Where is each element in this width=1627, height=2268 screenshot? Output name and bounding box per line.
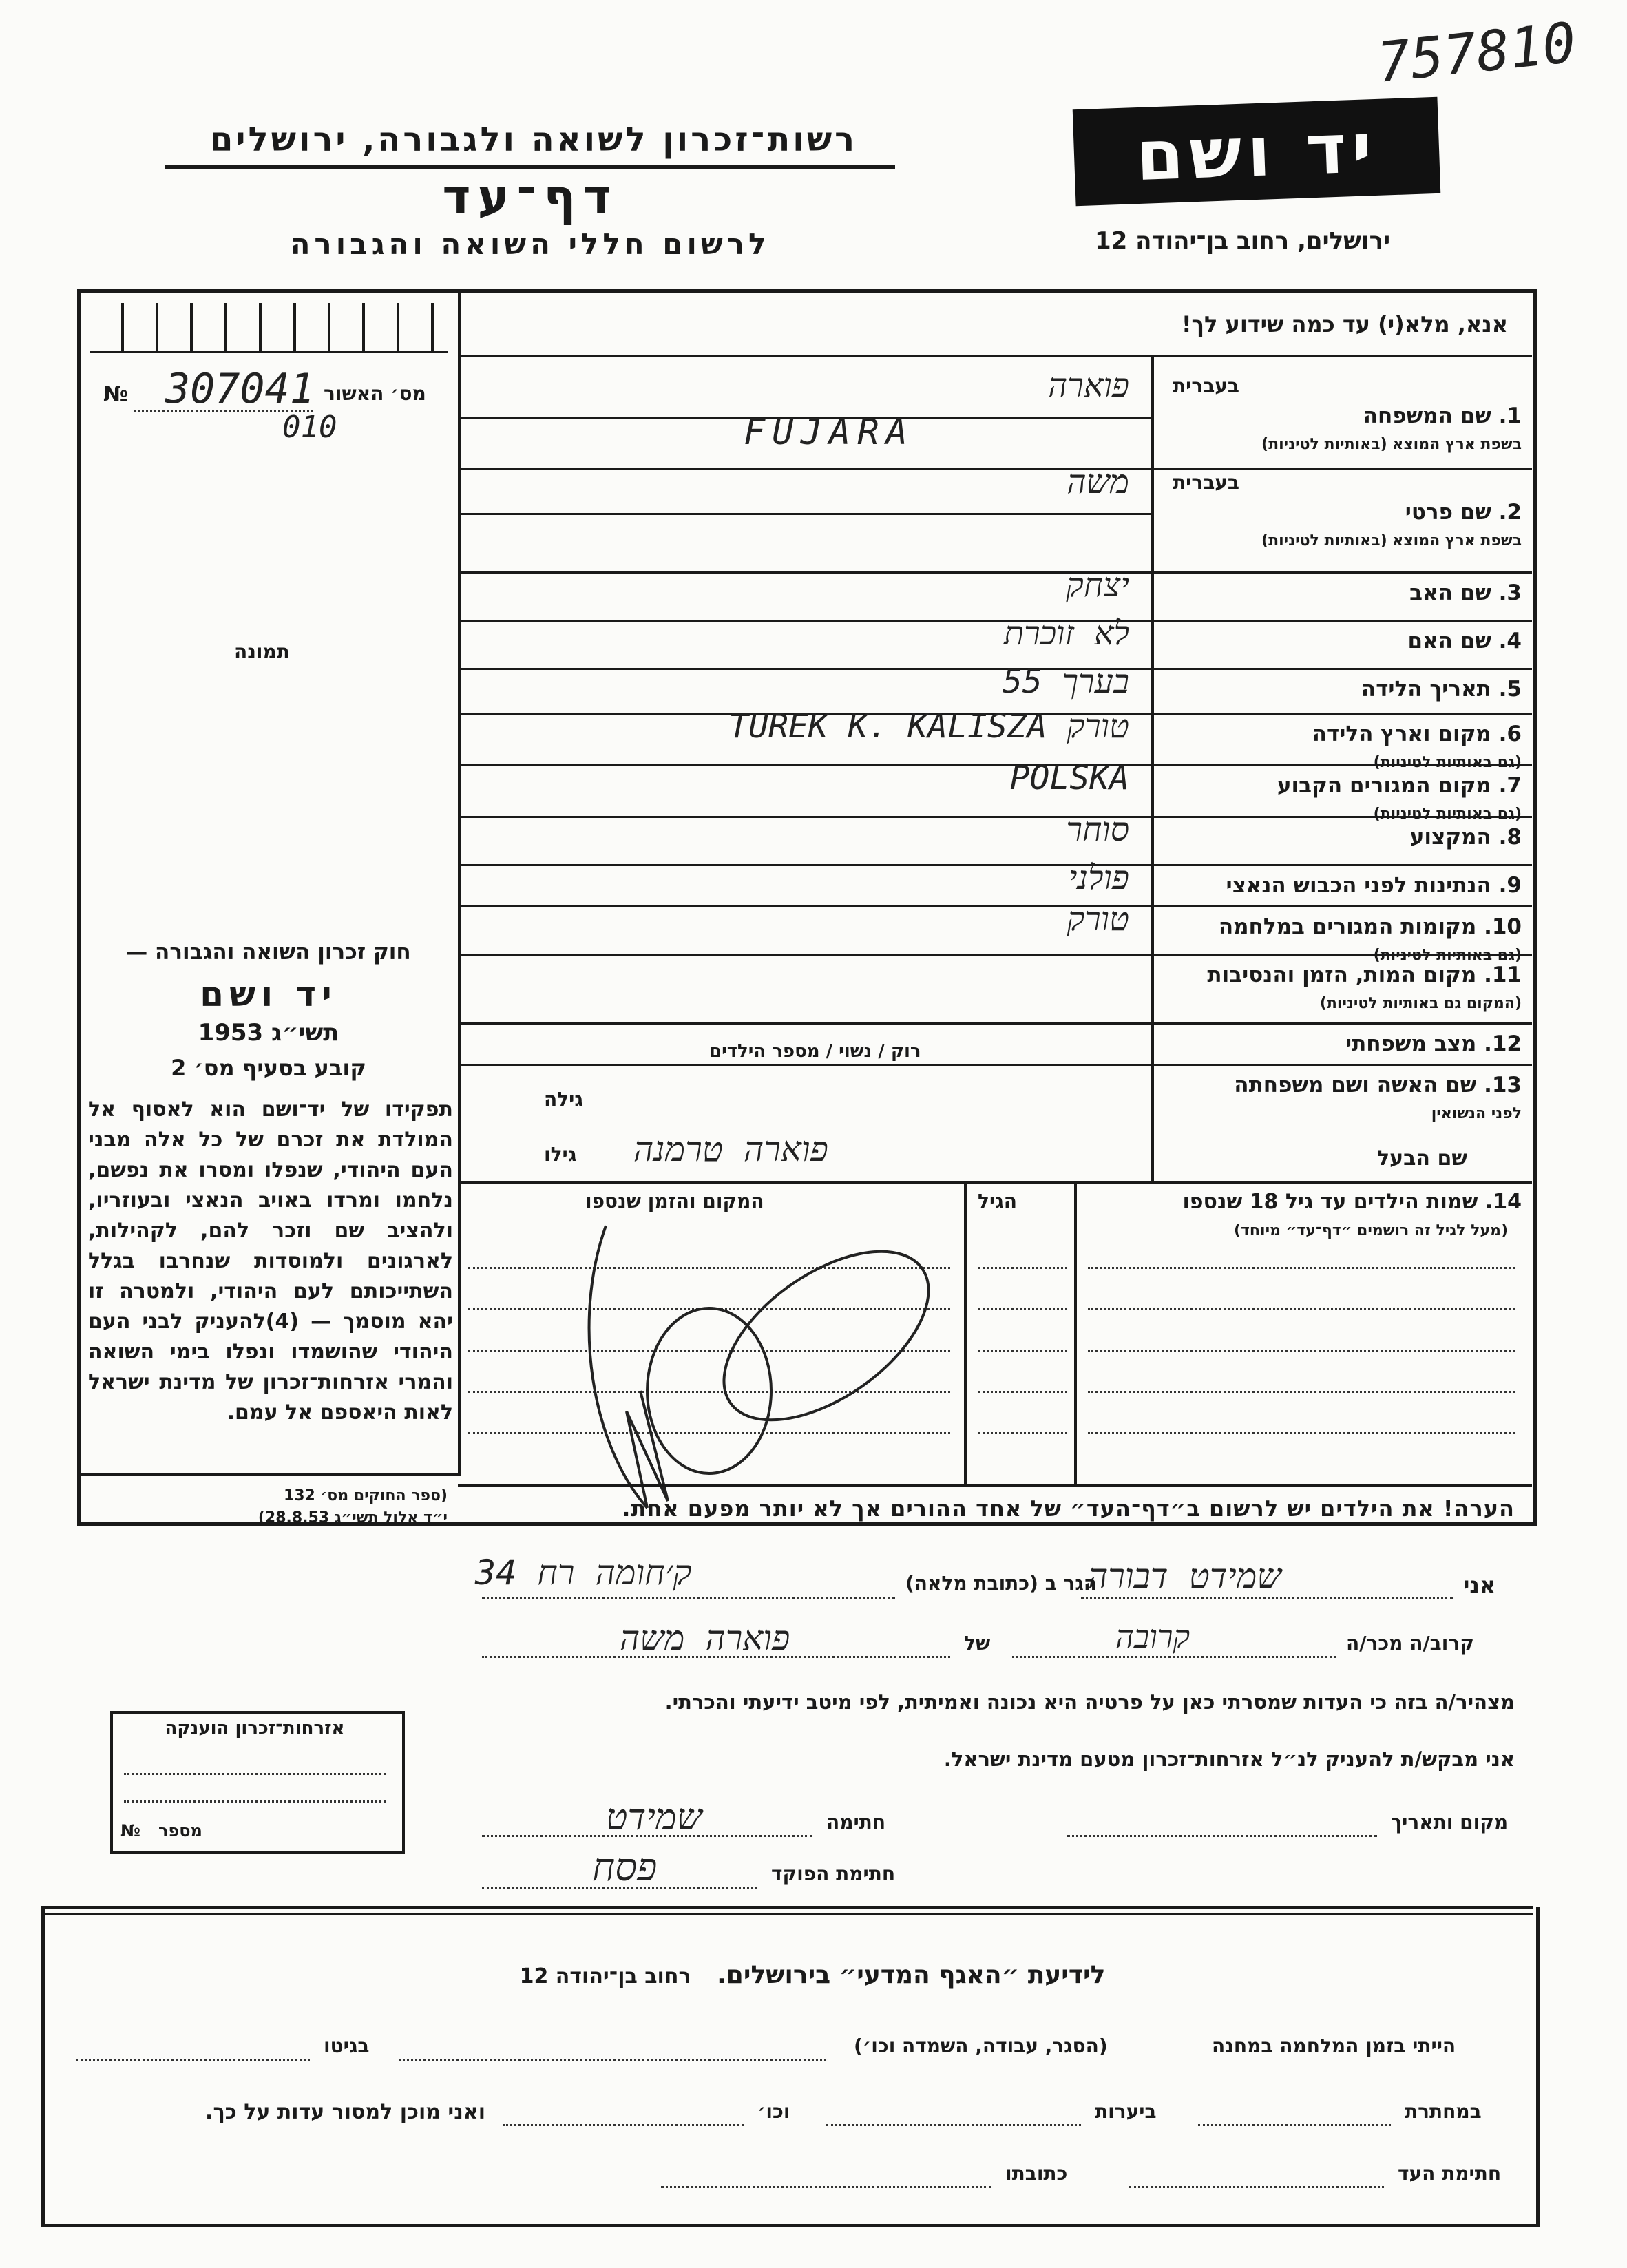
signature-label: חתימה — [826, 1811, 886, 1834]
field-label-text: תאריך הלידה — [1361, 677, 1491, 702]
header-institution: רשות־זכרון לשואה ולגבורה, ירושלים — [209, 120, 858, 159]
signature-value: שמידט — [606, 1797, 702, 1838]
marital-options: רוק / נשוי / מספר הילדים — [709, 1041, 921, 1062]
corner-note: 757810 — [1374, 10, 1579, 95]
citizenship-dots-1 — [124, 1773, 386, 1775]
field-label-text: מקום וארץ הלידה — [1312, 722, 1491, 746]
l1-dots-2 — [76, 2059, 310, 2061]
field-number: 1. — [1498, 403, 1522, 428]
approval-label: מס׳ האשור — [324, 382, 426, 405]
approval-sub: 010 — [282, 410, 337, 445]
field-label-text: מצב משפחתי — [1345, 1031, 1477, 1056]
l1-dots-1 — [399, 2059, 826, 2061]
field-label-10 — [1164, 914, 1522, 969]
field-label-9 — [1164, 872, 1522, 899]
bottom-title-text: לידיעת ״האגף המדעי״ בירושלים. — [717, 1961, 1106, 1989]
field-number: 4. — [1498, 629, 1522, 653]
l2-dots-3 — [503, 2124, 744, 2126]
field-label-text: שם האשה ושם משפחתה — [1234, 1073, 1477, 1098]
declarant-address: ק׳חומה רח 34 — [475, 1553, 692, 1593]
field-label-text: המקצוע — [1409, 825, 1491, 850]
bottom-frame — [41, 1907, 1540, 2227]
official-label: חתימת הפוקד — [771, 1862, 896, 1885]
tick-strip — [90, 303, 448, 353]
child-row-dots — [1088, 1350, 1515, 1352]
left-column-divider — [458, 289, 461, 1473]
bottom-address: רחוב בן־יהודה 12 — [519, 1964, 691, 1988]
child-row-dots — [1088, 1391, 1515, 1393]
children-num: 14. — [1484, 1190, 1522, 1214]
field-label-text: מקום המות, הזמן והנסיבות — [1207, 963, 1477, 987]
child-row-dots — [1088, 1267, 1515, 1269]
hebrew-tag: בעברית — [1172, 471, 1239, 494]
field-value-5: בערך 55 — [1002, 662, 1129, 701]
field-label-7 — [1164, 773, 1522, 828]
field-sublabel: (המקום גם באותיות לטיניות) — [1319, 995, 1522, 1012]
intro-text: אנא, מלא(י) עד כמה שידוע לך! — [1181, 311, 1508, 337]
field-number: 2. — [1498, 500, 1522, 525]
law-logo: יד ושם — [200, 974, 337, 1014]
law-year: תשי״ג 1953 — [198, 1019, 339, 1047]
hebrew-tag: בעברית — [1172, 375, 1239, 397]
citizenship-no-sign: № — [120, 1821, 140, 1840]
bottom-l1c: בגיטו — [324, 2035, 370, 2057]
declarant-i: אני — [1463, 1572, 1496, 1598]
law-clause: קובע בסעיף מס׳ 2 — [171, 1055, 366, 1081]
label-column-divider — [1151, 355, 1154, 1181]
intro-row-line — [458, 355, 1532, 357]
field-value-3: יצחק — [1066, 566, 1129, 605]
citizenship-title: אזרחות־זכרון הוענקה — [165, 1718, 345, 1739]
scribble — [565, 1184, 1060, 1542]
bottom-l3b: כתובתו — [1005, 2162, 1068, 2185]
field-number: 5. — [1498, 677, 1522, 702]
l2-dots-1 — [1198, 2124, 1391, 2126]
field-number: 10. — [1484, 914, 1522, 939]
law-bottom-line — [77, 1473, 461, 1476]
children-col-age: הגיל — [978, 1190, 1017, 1212]
address-dots — [482, 1597, 895, 1599]
place-date-label: מקום ותאריך — [1391, 1811, 1509, 1834]
yad-vashem-logo — [1073, 97, 1441, 206]
bottom-l2d: ואני מוכן למסור עדות על כך. — [205, 2100, 485, 2124]
citizenship-dots-2 — [124, 1800, 386, 1803]
of-label: של — [964, 1632, 991, 1655]
field-value-4: לא זוכרת — [1003, 614, 1129, 653]
field-number: 12. — [1484, 1031, 1522, 1056]
field-label-1 — [1164, 403, 1522, 458]
l2-dots-2 — [826, 2124, 1081, 2126]
field-sublabel: (גם באותיות לטיניות) — [1373, 947, 1522, 964]
logo-text: יד ושם — [1134, 107, 1379, 196]
field-label-2 — [1164, 499, 1522, 554]
field-sublabel: בשפת ארץ המוצא (באותיות לטיניות) — [1261, 436, 1522, 453]
field-label-text: הנתינות לפני הכבוש הנאצי — [1226, 873, 1491, 898]
field-label-4 — [1164, 628, 1522, 654]
approval-value: 307041 — [165, 365, 315, 413]
bottom-l2b: ביערות — [1095, 2100, 1157, 2123]
bottom-title — [413, 1961, 1212, 1989]
field-label-11 — [1164, 962, 1522, 1017]
children-label — [1088, 1190, 1522, 1214]
field-number: 11. — [1484, 963, 1522, 987]
l3-dots-1 — [1129, 2186, 1384, 2188]
child-row-dots — [1088, 1308, 1515, 1310]
field-sublabel: בשפת ארץ המוצא (באותיות לטיניות) — [1261, 532, 1522, 549]
field-value-7: POLSKA — [1009, 759, 1129, 797]
wife-age-label: גילה — [544, 1088, 583, 1111]
bottom-l2a: במחתרת — [1405, 2100, 1482, 2123]
children-sub: (מעל לגיל זה רושמים ״דף־עד״ מיוחד) — [1233, 1222, 1508, 1239]
wife-name-value: פוארה טרמנה — [633, 1129, 828, 1169]
field-sublabel: לפני הנשואין — [1431, 1105, 1522, 1122]
husband-age-label: גילו — [544, 1143, 577, 1166]
field-row-line — [458, 1022, 1532, 1025]
declarant-name: שמידט דבורה — [1088, 1556, 1281, 1596]
field-label-text: שם פרטי — [1405, 500, 1491, 525]
field-value-10: טורק — [1067, 900, 1129, 938]
field-value-8: סוחר — [1066, 810, 1129, 849]
note-text: הערה! את הילדים יש לרשום ב״דף־העד״ של אחד ההורים אך לא יותר מפעם אחת. — [622, 1495, 1515, 1522]
of-value: פוארה משה — [620, 1618, 790, 1658]
field-mid-line — [458, 513, 1151, 515]
field-number: 8. — [1498, 825, 1522, 850]
law-ref-2: י״ד אלול תשי״ג 28.8.53) — [258, 1509, 448, 1526]
approval-no-sign: № — [103, 382, 129, 406]
field-label-text: מקום המגורים הקבוע — [1277, 773, 1491, 798]
field-label-8 — [1164, 824, 1522, 850]
field-number: 9. — [1498, 873, 1522, 898]
field-value-latin-1: FUJARA — [744, 412, 914, 453]
header-address: ירושלים, רחוב בן־יהודה 12 — [1095, 227, 1391, 255]
bottom-l1a: הייתי בזמן המלחמה במחנה — [1212, 2035, 1456, 2057]
field-value-9: פולני — [1068, 859, 1129, 897]
field-number: 13. — [1484, 1073, 1522, 1098]
bottom-l1b: (הסגר, עבודה, השמדה וכו׳) — [854, 2035, 1108, 2057]
relation-label: קרוב/ה מכר/ה — [1346, 1632, 1474, 1655]
relation-dots — [1012, 1656, 1336, 1658]
field-value-1: פוארה — [1048, 366, 1129, 405]
request-text: אני מבקש/ת להעניק לנ״ל אזרחות־זכרון מטעם מדינת ישראל. — [943, 1747, 1515, 1771]
field-row-line — [458, 1064, 1532, 1066]
husband-label: שם הבעל — [1377, 1146, 1468, 1170]
children-col-1 — [1074, 1181, 1077, 1484]
place-date-dots — [1067, 1835, 1377, 1837]
bottom-l2c: וכו׳ — [757, 2100, 790, 2123]
field-label-13 — [1164, 1072, 1522, 1127]
field-number: 3. — [1498, 580, 1522, 605]
field-value-2: משה — [1067, 463, 1129, 501]
photo-label: תמונה — [234, 640, 290, 663]
field-number: 7. — [1498, 773, 1522, 798]
law-body: תפקידו של יד־ושם הוא לאסוף אל המולדת את זכרם של כל אלה מבני העם היהודי, שנפלו ומסרו את נפשם, נלחמו ומרדו באויב הנאצי ובעוזריו, ולהציב שם וזכר להם, לקהילות, לארגונים ולמוסדות שנחרבו בגלל השתייכותם לעם היהודי, ולמטרה זו יהא מוסמך — (4)להעניק לבני העם היהודי שהושמדו ונפלו בימי השואה והמרי אזרחות־זכרון של מדינת ישראל לאות היאספם אל עמם. — [88, 1098, 453, 1425]
field-label-12 — [1164, 1031, 1522, 1057]
field-label-text: שם המשפחה — [1363, 403, 1491, 428]
field-value-6: טורק TUREK K. KALISZA — [728, 707, 1129, 746]
child-row-dots — [1088, 1432, 1515, 1434]
resident-label: הגר ב (כתובת מלאה) — [905, 1572, 1098, 1595]
note-top-line — [458, 1484, 1532, 1487]
field-label-text: שם האם — [1407, 629, 1491, 653]
children-top-line — [458, 1181, 1532, 1184]
page-title: דף־עד — [442, 169, 618, 225]
page-subtitle: לרשום חללי השואה והגבורה — [290, 227, 770, 261]
field-sublabel: (גם באותיות לטיניות) — [1373, 806, 1522, 823]
field-label-text: שם האב — [1409, 580, 1491, 605]
official-signature: פסח — [592, 1845, 658, 1890]
citizenship-number: מספר — [158, 1821, 202, 1840]
declare-text: מצהיר/ה בזה כי העדות שמסרתי כאן על פרטיה היא נכונה ואמיתית, לפי מיטב ידיעתי והכרתי. — [664, 1690, 1515, 1714]
field-label-text: מקומות המגורים במלחמה — [1218, 914, 1477, 939]
declarant-name-dots — [1081, 1597, 1453, 1599]
field-label-5 — [1164, 676, 1522, 702]
children-title: שמות הילדים עד גיל 18 שנספו — [1182, 1190, 1478, 1214]
relation-value: קרובה — [1115, 1618, 1190, 1655]
l3-dots-2 — [661, 2186, 991, 2188]
field-label-3 — [1164, 580, 1522, 606]
bottom-l3a: חתימת העד — [1398, 2162, 1502, 2185]
children-col-place: המקום והזמן שנספו — [585, 1190, 764, 1212]
field-label-6 — [1164, 721, 1522, 776]
law-title: חוק זכרון השואה והגבורה — — [126, 940, 411, 965]
law-ref-1: (ספר החוקים מס׳ 132 — [283, 1487, 448, 1504]
field-sublabel: (גם באותיות לטיניות) — [1373, 754, 1522, 771]
field-number: 6. — [1498, 722, 1522, 746]
